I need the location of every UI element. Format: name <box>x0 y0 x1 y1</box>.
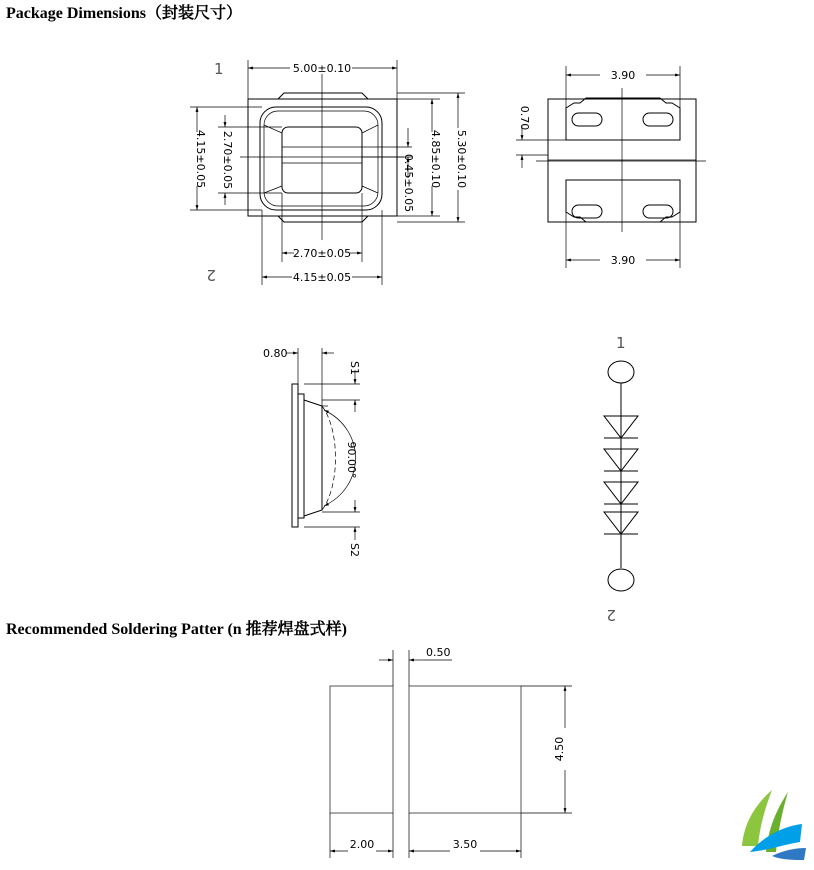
top-view-lead-bottom <box>278 216 368 222</box>
top-view-lens-outer <box>260 107 382 210</box>
dim-side-thickness: 0.80 <box>263 347 288 360</box>
package-dimensions-title: Package Dimensions（封装尺寸） <box>6 5 243 22</box>
solder-pad-left <box>330 686 393 813</box>
dim-left-outer: 4.15±0.05 <box>194 129 207 189</box>
dim-bottom-inner-width: 2.70±0.05 <box>292 247 352 260</box>
bottom-view-slot-bl <box>572 205 602 218</box>
bottom-view-drawing <box>516 66 706 268</box>
top-view-drawing <box>190 60 468 285</box>
dim-right-gap: 0.45±0.05 <box>402 153 415 213</box>
dim-bottom-view-gap: 0.70 <box>518 105 531 131</box>
company-logo <box>742 790 806 860</box>
soldering-pattern-title: Recommended Soldering Patter (n 推荐焊盘式样) <box>6 621 348 638</box>
top-view-pin2-label: 2 <box>206 266 216 284</box>
dim-side-angle: 90.00° <box>345 441 358 479</box>
bottom-view-slot-tl <box>572 113 602 126</box>
side-view-lens-dashed <box>322 406 336 510</box>
dim-bottom-view-bottom: 3.90 <box>610 254 636 267</box>
dim-side-s1: S1 <box>348 361 361 375</box>
dim-solder-height: 4.50 <box>553 736 566 762</box>
bottom-view-slot-tr <box>643 113 673 126</box>
side-view-lens-body <box>304 400 322 516</box>
dim-side-s2: S2 <box>348 543 361 557</box>
side-view-base <box>292 384 298 527</box>
schematic-drawing <box>604 334 638 624</box>
solder-pattern-drawing <box>330 646 572 858</box>
schematic-pin1-label: 1 <box>616 334 626 352</box>
bottom-view-slot-br <box>643 205 673 218</box>
dim-solder-right-width: 3.50 <box>452 838 478 851</box>
dim-right-inner: 4.85±0.10 <box>429 129 442 189</box>
side-view-drawing <box>263 347 361 557</box>
dim-solder-gap: 0.50 <box>426 646 451 659</box>
dim-left-inner: 2.70±0.05 <box>221 130 234 190</box>
top-view-lens-facets <box>264 125 378 193</box>
schematic-pad-2 <box>608 569 634 591</box>
schematic-pin2-label: 2 <box>606 606 616 624</box>
top-view-pin1-label: 1 <box>214 60 224 78</box>
dim-bottom-view-top: 3.90 <box>610 69 636 82</box>
top-view-lead-top <box>278 93 368 99</box>
dim-top-width: 5.00±0.10 <box>292 62 352 75</box>
bottom-view-pad-bottom <box>566 180 680 222</box>
schematic-pad-1 <box>608 361 634 383</box>
bottom-view-pad-top <box>566 98 680 140</box>
solder-pad-right <box>409 686 521 813</box>
top-view-lens-outer2 <box>264 111 378 206</box>
top-view-body <box>248 99 397 216</box>
dim-solder-left-width: 2.00 <box>349 838 375 851</box>
dim-bottom-outer-width: 4.15±0.05 <box>292 271 352 284</box>
dim-right-height: 5.30±0.10 <box>455 129 468 189</box>
